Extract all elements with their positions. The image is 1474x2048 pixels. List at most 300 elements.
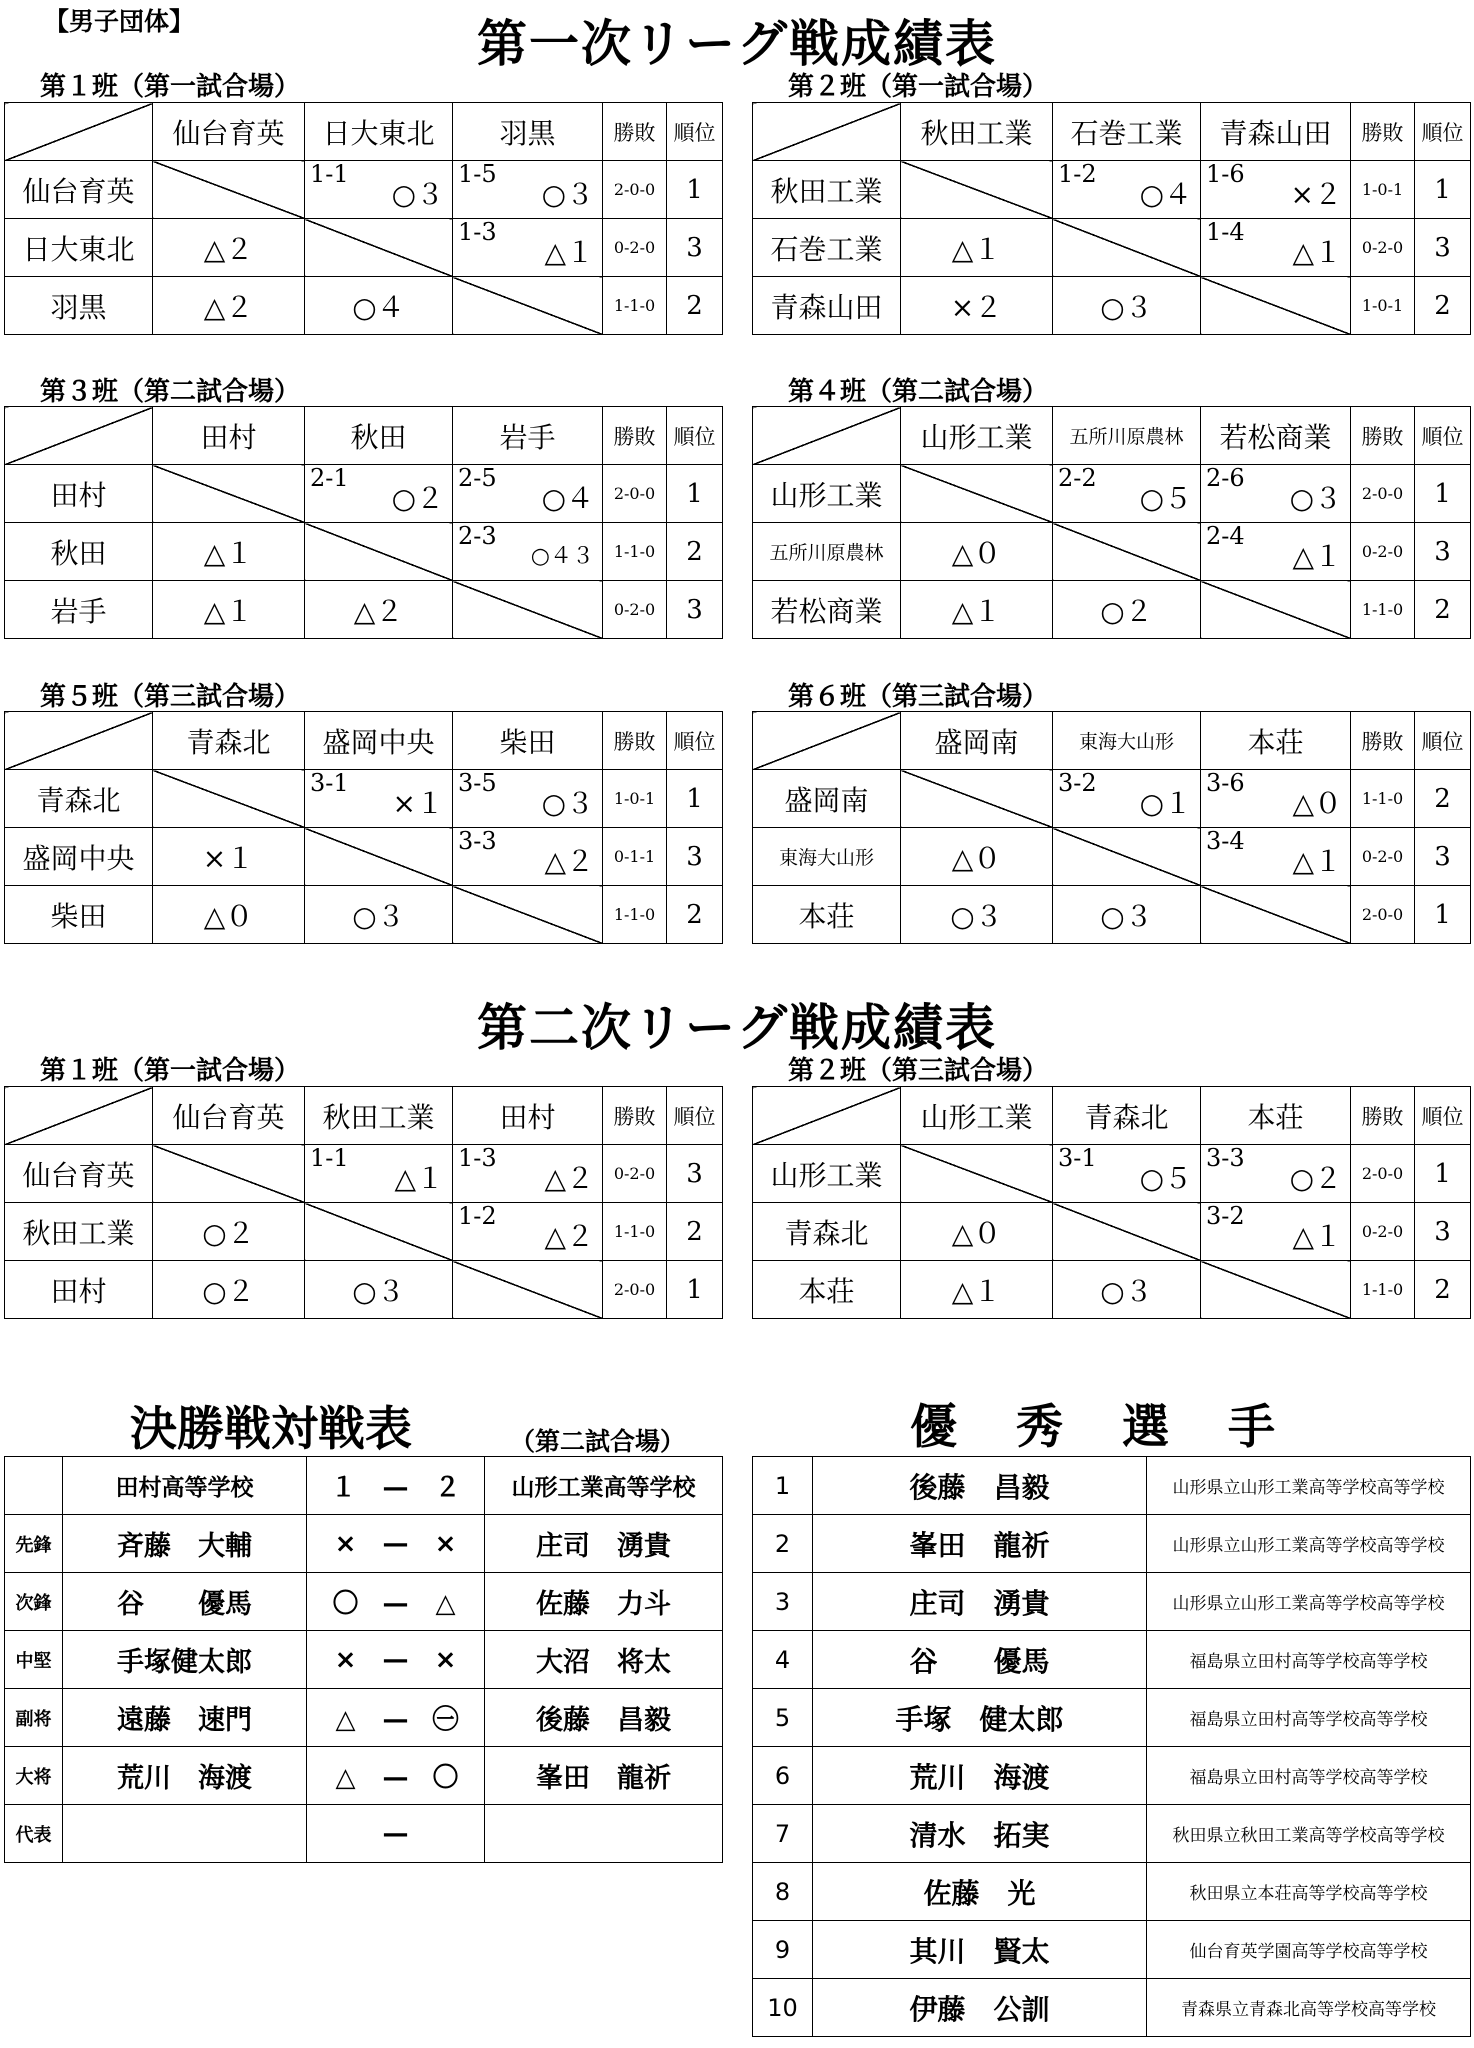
- header-row: [753, 712, 1471, 770]
- team-header: 本荘: [1201, 1087, 1351, 1145]
- record-cell: 2-0-0: [1351, 1145, 1415, 1203]
- final-venue: （第二試合場）: [510, 1427, 686, 1456]
- result-cell: [1053, 1261, 1201, 1319]
- result-cell: [453, 219, 603, 277]
- final-table: [4, 1456, 723, 1863]
- match-code: 3-2: [1206, 1202, 1245, 1230]
- team-header: 石巻工業: [1053, 103, 1201, 161]
- match-code: 1-5: [458, 160, 497, 188]
- team-row: [753, 1203, 1471, 1261]
- team-name: 東海大山形: [753, 828, 901, 886]
- result-mark: ○５: [1139, 482, 1192, 515]
- right-player: 庄司 湧貴: [485, 1515, 723, 1573]
- result-mark: △０: [1292, 787, 1342, 820]
- result-cell: [1053, 770, 1201, 828]
- self-cell: [153, 465, 305, 523]
- record-cell: 1-1-0: [603, 523, 667, 581]
- player-school: 仙台育英学園高等学校高等学校: [1147, 1921, 1471, 1979]
- record-cell: 0-2-0: [603, 219, 667, 277]
- match-code: 3-2: [1058, 769, 1097, 797]
- best-players-title: 優 秀 選 手: [910, 1400, 1281, 1455]
- result-dash: —: [382, 1705, 409, 1735]
- team-name: 山形工業: [753, 1145, 901, 1203]
- self-cell: [453, 1261, 603, 1319]
- result-mark: ○４: [352, 290, 405, 324]
- result-cell: [1053, 886, 1201, 944]
- header-row: [5, 1087, 723, 1145]
- result-cell: [453, 465, 603, 523]
- record-header: 勝敗: [603, 1087, 667, 1145]
- team-header: 岩手: [453, 407, 603, 465]
- team-row: [753, 161, 1471, 219]
- result-mark: ○２: [202, 1274, 255, 1308]
- result-mark: △１: [203, 594, 254, 628]
- rank-cell: 1: [1415, 161, 1471, 219]
- result-cell: [1201, 828, 1351, 886]
- team-header: 青森北: [1053, 1087, 1201, 1145]
- result-dash: —: [382, 1528, 409, 1559]
- result-cell: [1201, 1145, 1351, 1203]
- player-row: [753, 1747, 1471, 1805]
- team-header: 若松商業: [1201, 407, 1351, 465]
- result-cell: [453, 770, 603, 828]
- left-player: 手塚健太郎: [63, 1631, 307, 1689]
- player-number: 5: [753, 1689, 813, 1747]
- result-mark: ×２: [1290, 178, 1342, 211]
- result-cell: [1201, 770, 1351, 828]
- player-row: [753, 1689, 1471, 1747]
- left-mark: △: [335, 1763, 356, 1793]
- best-players-table: [752, 1456, 1471, 2037]
- result-mark: △１: [203, 536, 254, 570]
- team-row: [753, 465, 1471, 523]
- bout-row: [5, 1805, 723, 1863]
- bout-position: 副将: [5, 1689, 63, 1747]
- record-cell: 0-2-0: [1351, 219, 1415, 277]
- team-row: [5, 828, 723, 886]
- team-row: [5, 886, 723, 944]
- record-cell: 0-1-1: [603, 828, 667, 886]
- left-mark: ×: [334, 1644, 357, 1675]
- result-mark: △１: [1292, 236, 1342, 269]
- bout-result: [307, 1805, 485, 1863]
- record-cell: 0-2-0: [1351, 1203, 1415, 1261]
- left-player: 荒川 海渡: [63, 1747, 307, 1805]
- match-code: 3-3: [1206, 1144, 1245, 1172]
- record-header: 勝敗: [603, 712, 667, 770]
- right-mark: △: [435, 1589, 456, 1619]
- self-cell: [1053, 523, 1201, 581]
- rank-header: 順位: [1415, 103, 1471, 161]
- result-mark: ○４３: [530, 544, 594, 569]
- bout-result: [307, 1515, 485, 1573]
- result-mark: ○２: [391, 482, 444, 515]
- bout-position: 次鋒: [5, 1573, 63, 1631]
- record-cell: 0-2-0: [603, 1145, 667, 1203]
- self-cell: [1201, 277, 1351, 335]
- result-mark: ○３: [352, 899, 405, 933]
- team-row: [753, 1145, 1471, 1203]
- result-mark: ○２: [1100, 594, 1153, 628]
- bout-result: [307, 1747, 485, 1805]
- self-cell: [901, 161, 1053, 219]
- player-number: 4: [753, 1631, 813, 1689]
- group-table: [4, 711, 723, 944]
- corner-cell: [753, 103, 901, 161]
- team-name: 秋田: [5, 523, 153, 581]
- record-cell: 0-2-0: [603, 581, 667, 639]
- group-label: 第１班（第一試合場）: [40, 1056, 301, 1086]
- bout-result: [307, 1689, 485, 1747]
- right-player: 佐藤 力斗: [485, 1573, 723, 1631]
- corner-cell: [5, 103, 153, 161]
- left-player: [63, 1805, 307, 1863]
- result-cell: [1201, 465, 1351, 523]
- match-code: 1-3: [458, 218, 497, 246]
- result-mark: △２: [544, 845, 594, 878]
- record-cell: 1-1-0: [603, 1203, 667, 1261]
- rank-cell: 3: [667, 828, 723, 886]
- group-label: 第２班（第三試合場）: [788, 1056, 1049, 1086]
- match-code: 1-1: [310, 1144, 349, 1172]
- group-label: 第２班（第一試合場）: [788, 72, 1049, 102]
- self-cell: [1201, 886, 1351, 944]
- result-cell: [453, 161, 603, 219]
- team-name: 本荘: [753, 1261, 901, 1319]
- self-cell: [153, 161, 305, 219]
- right-mark: ×: [434, 1528, 457, 1559]
- team-row: [5, 1145, 723, 1203]
- team-name: 五所川原農林: [753, 523, 901, 581]
- self-cell: [1053, 828, 1201, 886]
- self-cell: [901, 465, 1053, 523]
- rank-header: 順位: [667, 103, 723, 161]
- result-mark: ○２: [202, 1216, 255, 1250]
- result-mark: △１: [544, 236, 594, 269]
- result-dash: —: [382, 1644, 409, 1675]
- result-cell: [305, 465, 453, 523]
- result-cell: [305, 1261, 453, 1319]
- player-school: 秋田県立本荘高等学校高等学校: [1147, 1863, 1471, 1921]
- record-cell: 2-0-0: [603, 1261, 667, 1319]
- self-cell: [901, 1145, 1053, 1203]
- header-row: [753, 1087, 1471, 1145]
- team-header: 秋田工業: [305, 1087, 453, 1145]
- team-name: 羽黒: [5, 277, 153, 335]
- group-table: [752, 102, 1471, 335]
- bout-row: [5, 1573, 723, 1631]
- bout-row: [5, 1631, 723, 1689]
- result-mark: ○３: [950, 899, 1003, 933]
- team-header: 青森北: [153, 712, 305, 770]
- result-cell: [1201, 161, 1351, 219]
- result-mark: ○５: [1139, 1162, 1192, 1195]
- rank-cell: 1: [667, 161, 723, 219]
- player-row: [753, 1457, 1471, 1515]
- record-cell: 1-1-0: [1351, 770, 1415, 828]
- match-code: 1-1: [310, 160, 349, 188]
- team-header: 田村: [453, 1087, 603, 1145]
- player-number: 6: [753, 1747, 813, 1805]
- result-cell: [305, 581, 453, 639]
- record-cell: 1-0-1: [603, 770, 667, 828]
- record-header: 勝敗: [1351, 103, 1415, 161]
- team-header: 盛岡南: [901, 712, 1053, 770]
- right-player: [485, 1805, 723, 1863]
- right-mark: ×: [434, 1644, 457, 1675]
- team-row: [5, 465, 723, 523]
- result-cell: [453, 523, 603, 581]
- result-cell: [1053, 277, 1201, 335]
- header-row: [5, 712, 723, 770]
- group-label: 第６班（第三試合場）: [788, 682, 1049, 712]
- match-code: 1-4: [1206, 218, 1245, 246]
- result-cell: [901, 581, 1053, 639]
- result-cell: [901, 886, 1053, 944]
- result-cell: [901, 523, 1053, 581]
- rank-cell: 2: [1415, 277, 1471, 335]
- team-name: 青森山田: [753, 277, 901, 335]
- match-code: 3-1: [310, 769, 349, 797]
- category-label: 【男子団体】: [44, 7, 195, 36]
- team-row: [5, 770, 723, 828]
- team-name: 山形工業: [753, 465, 901, 523]
- result-mark: △１: [1292, 1220, 1342, 1253]
- header-row: [753, 103, 1471, 161]
- team-header: 秋田工業: [901, 103, 1053, 161]
- result-mark: △１: [394, 1162, 444, 1195]
- match-code: 1-2: [458, 1202, 497, 1230]
- record-cell: 1-0-1: [1351, 161, 1415, 219]
- result-mark: ×２: [950, 290, 1003, 324]
- result-cell: [305, 1145, 453, 1203]
- player-number: 10: [753, 1979, 813, 2037]
- team-name: 仙台育英: [5, 1145, 153, 1203]
- team-name: 田村: [5, 1261, 153, 1319]
- result-cell: [1053, 465, 1201, 523]
- match-code: 1-3: [458, 1144, 497, 1172]
- player-number: 9: [753, 1921, 813, 1979]
- result-mark: △１: [951, 232, 1002, 266]
- result-mark: ○３: [1289, 482, 1342, 515]
- match-code: 2-1: [310, 464, 349, 492]
- record-cell: 1-0-1: [1351, 277, 1415, 335]
- player-number: 8: [753, 1863, 813, 1921]
- team-row: [753, 523, 1471, 581]
- match-code: 2-3: [458, 522, 497, 550]
- right-mark: 〇: [432, 1763, 459, 1793]
- result-mark: ○４: [541, 482, 594, 515]
- player-name: 清水 拓実: [813, 1805, 1147, 1863]
- rank-cell: 1: [667, 465, 723, 523]
- record-header: 勝敗: [603, 407, 667, 465]
- group-table: [4, 406, 723, 639]
- player-name: 谷 優馬: [813, 1631, 1147, 1689]
- rank-cell: 2: [667, 886, 723, 944]
- result-mark: △０: [951, 1216, 1002, 1250]
- match-code: 2-5: [458, 464, 497, 492]
- self-cell: [453, 277, 603, 335]
- result-dash: —: [382, 1763, 409, 1793]
- team-name: 石巻工業: [753, 219, 901, 277]
- team-header: 山形工業: [901, 1087, 1053, 1145]
- result-cell: [901, 1261, 1053, 1319]
- team-row: [5, 581, 723, 639]
- player-name: 伊藤 公訓: [813, 1979, 1147, 2037]
- team-header: 日大東北: [305, 103, 453, 161]
- team-row: [753, 1261, 1471, 1319]
- player-school: 福島県立田村高等学校高等学校: [1147, 1631, 1471, 1689]
- player-number: 1: [753, 1457, 813, 1515]
- record-cell: 1-1-0: [603, 277, 667, 335]
- team-header: 本荘: [1201, 712, 1351, 770]
- match-code: 3-6: [1206, 769, 1245, 797]
- self-cell: [305, 523, 453, 581]
- player-name: 佐藤 光: [813, 1863, 1147, 1921]
- bout-position: 大将: [5, 1747, 63, 1805]
- player-number: 2: [753, 1515, 813, 1573]
- team-row: [753, 886, 1471, 944]
- player-row: [753, 1979, 1471, 2037]
- team-header: 東海大山形: [1053, 712, 1201, 770]
- corner-cell: [5, 1087, 153, 1145]
- rank-header: 順位: [667, 407, 723, 465]
- self-cell: [305, 828, 453, 886]
- result-mark: ○３: [541, 178, 594, 211]
- team-name: 柴田: [5, 886, 153, 944]
- team-header: 青森山田: [1201, 103, 1351, 161]
- record-header: 勝敗: [1351, 1087, 1415, 1145]
- result-cell: [153, 219, 305, 277]
- group-label: 第１班（第一試合場）: [40, 72, 301, 102]
- result-cell: [453, 1203, 603, 1261]
- team-row: [5, 277, 723, 335]
- match-code: 3-3: [458, 827, 497, 855]
- player-number: 7: [753, 1805, 813, 1863]
- group-table: [4, 1086, 723, 1319]
- player-number: 3: [753, 1573, 813, 1631]
- record-cell: 1-1-0: [603, 886, 667, 944]
- match-code: 3-1: [1058, 1144, 1097, 1172]
- self-cell: [1053, 1203, 1201, 1261]
- result-cell: [153, 523, 305, 581]
- rank-cell: 2: [1415, 581, 1471, 639]
- rank-cell: 3: [667, 1145, 723, 1203]
- team-row: [753, 277, 1471, 335]
- record-cell: 2-0-0: [1351, 465, 1415, 523]
- corner-cell: [5, 407, 153, 465]
- result-cell: [453, 828, 603, 886]
- self-cell: [1201, 1261, 1351, 1319]
- rank-cell: 1: [1415, 465, 1471, 523]
- self-cell: [305, 219, 453, 277]
- record-header: 勝敗: [1351, 712, 1415, 770]
- result-cell: [153, 1203, 305, 1261]
- self-cell: [153, 770, 305, 828]
- team-name: 田村: [5, 465, 153, 523]
- corner-cell: [753, 1087, 901, 1145]
- result-mark: ○２: [1289, 1162, 1342, 1195]
- result-mark: △１: [1292, 540, 1342, 573]
- team-row: [5, 1261, 723, 1319]
- result-cell: [305, 161, 453, 219]
- player-school: 福島県立田村高等学校高等学校: [1147, 1747, 1471, 1805]
- bout-row: [5, 1747, 723, 1805]
- team-name: 若松商業: [753, 581, 901, 639]
- result-mark: ○４: [1139, 178, 1192, 211]
- rank-cell: 3: [667, 581, 723, 639]
- player-row: [753, 1805, 1471, 1863]
- result-mark: ○３: [1100, 290, 1153, 324]
- right-player: 峯田 龍祈: [485, 1747, 723, 1805]
- team-header: 仙台育英: [153, 103, 305, 161]
- corner-cell: [753, 407, 901, 465]
- result-cell: [305, 886, 453, 944]
- result-mark: △２: [544, 1220, 594, 1253]
- match-code: 2-2: [1058, 464, 1097, 492]
- result-mark: △１: [1292, 845, 1342, 878]
- result-cell: [153, 581, 305, 639]
- team-header: 柴田: [453, 712, 603, 770]
- rank-header: 順位: [667, 712, 723, 770]
- right-player: 大沼 将太: [485, 1631, 723, 1689]
- result-cell: [153, 1261, 305, 1319]
- result-cell: [153, 886, 305, 944]
- bout-row: [5, 1515, 723, 1573]
- result-mark: ○３: [541, 787, 594, 820]
- header-row: [5, 103, 723, 161]
- rank-cell: 3: [1415, 219, 1471, 277]
- result-cell: [305, 770, 453, 828]
- result-mark: △２: [353, 594, 404, 628]
- match-code: 2-4: [1206, 522, 1245, 550]
- team-row: [753, 581, 1471, 639]
- rank-cell: 2: [1415, 770, 1471, 828]
- left-player: 遠藤 速門: [63, 1689, 307, 1747]
- record-cell: 0-2-0: [1351, 523, 1415, 581]
- player-row: [753, 1573, 1471, 1631]
- player-row: [753, 1863, 1471, 1921]
- rank-header: 順位: [1415, 1087, 1471, 1145]
- result-mark: ○３: [391, 178, 444, 211]
- rank-header: 順位: [667, 1087, 723, 1145]
- rank-cell: 2: [667, 523, 723, 581]
- team-header: 五所川原農林: [1053, 407, 1201, 465]
- record-cell: 1-1-0: [1351, 1261, 1415, 1319]
- record-cell: 2-0-0: [603, 465, 667, 523]
- result-cell: [901, 828, 1053, 886]
- result-mark: △０: [951, 841, 1002, 875]
- result-cell: [453, 1145, 603, 1203]
- group-table: [752, 406, 1471, 639]
- self-cell: [901, 770, 1053, 828]
- bout-result: [307, 1573, 485, 1631]
- team-header: 山形工業: [901, 407, 1053, 465]
- result-cell: [901, 219, 1053, 277]
- player-name: 荒川 海渡: [813, 1747, 1147, 1805]
- league2-title: 第二次リーグ戦成績表: [477, 999, 997, 1057]
- player-name: 其川 賢太: [813, 1921, 1147, 1979]
- player-row: [753, 1631, 1471, 1689]
- result-cell: [1053, 161, 1201, 219]
- right-player: 後藤 昌毅: [485, 1689, 723, 1747]
- final-header-row: [5, 1457, 723, 1515]
- header-row: [5, 407, 723, 465]
- team-header: 盛岡中央: [305, 712, 453, 770]
- player-school: 山形県立山形工業高等学校高等学校: [1147, 1573, 1471, 1631]
- team-name: 秋田工業: [5, 1203, 153, 1261]
- left-player: 斉藤 大輔: [63, 1515, 307, 1573]
